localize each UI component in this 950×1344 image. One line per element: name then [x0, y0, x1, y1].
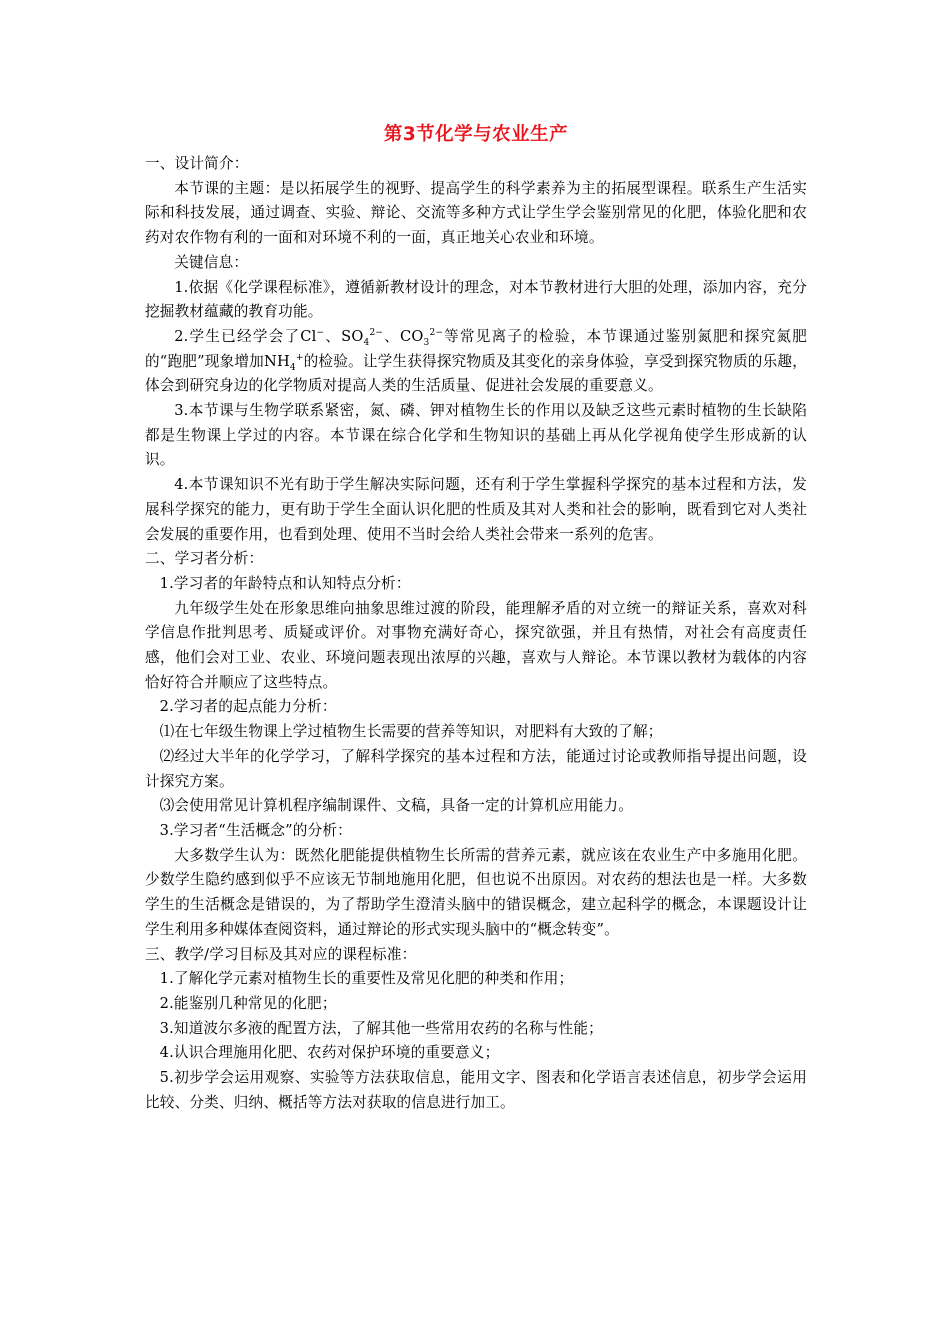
key-info-item-4: 4.本节课知识不光有助于学生解决实际问题，还有利于学生掌握科学探究的基本过程和方法，发展科学探究的能力，更有助于学生全面认识化肥的性质及其对人类和社会的影响，既看到它对人类社会发展的重要作用，也看到处理、使用不当时会给人类社会带来一系列的危害。 — [145, 476, 807, 543]
item2-part-e: 的检验。让学生获得探究物质及其变化的亲身体验，享受到探究物质的乐趣，体会到研究身边的化学物质对提高人类的生活质量、促进社会发展的重要意义。 — [145, 352, 807, 395]
section2-sub3-text: 大多数学生认为：既然化肥能提供植物生长所需的营养元素，就应该在农业生产中多施用化肥。少数学生隐约感到似乎不应该无节制地施用化肥，但也说不出原因。对农药的想法也是一样。大多数学生的生活概念是错误的，为了帮助学生澄清头脑中的错误概念，建立起科学的概念，本课题设计让学生利用多种媒体查阅资料，通过辩论的形式实现头脑中的“概念转变”。 — [145, 846, 807, 938]
carbonate-charge: 2− — [429, 328, 444, 339]
section1-intro: 本节课的主题：是以拓展学生的视野、提高学生的科学素养为主的拓展型课程。联系生产生活实际和科技发展，通过调查、实验、辩论、交流等多种方式让学生学会鉴别常见的化肥，体验化肥和农药对农作物有利的一面和对环境不利的一面，真正地关心农业和环境。 — [145, 179, 807, 247]
section2-heading: 二、学习者分析： — [145, 550, 264, 568]
key-info-item-2 — [145, 325, 807, 399]
key-info-item-1: 1.依据《化学课程标准》，遵循新教材设计的理念，对本节教材进行大胆的处理，添加内容，充分挖掘教材蕴藏的教育功能。 — [145, 278, 807, 321]
key-info-label: 关键信息： — [174, 253, 249, 271]
document-title: 第3节化学与农业生产 — [383, 124, 569, 145]
chloride-charge: − — [316, 328, 325, 339]
sulfate-charge: 2− — [369, 328, 384, 339]
item2-part-c: 、CO — [383, 327, 424, 345]
section3-heading: 三、教学/学习目标及其对应的课程标准： — [145, 945, 417, 963]
goal-item-1: 1.了解化学元素对植物生长的重要性及常见化肥的种类和作用； — [159, 970, 574, 988]
key-info-item-3: 3.本节课与生物学联系紧密，氮、磷、钾对植物生长的作用以及缺乏这些元素时植物的生长缺陷都是生物课上学过的内容。本节课在综合化学和生物知识的基础上再从化学视角使学生形成新的认识。 — [145, 402, 807, 469]
document-page — [145, 122, 807, 1115]
ammonium-charge: + — [295, 352, 304, 363]
section1-heading: 一、设计简介： — [145, 155, 249, 172]
section2-sub2-item-1: ⑴在七年级生物课上学过植物生长需要的营养等知识，对肥料有大致的了解； — [159, 723, 663, 741]
goal-item-2: 2.能鉴别几种常见的化肥； — [159, 994, 337, 1012]
goal-item-3: 3.知道波尔多液的配置方法，了解其他一些常用农药的名称与性能； — [159, 1019, 603, 1037]
item2-part-d: 等常见离子的检验，本节课通过鉴别氮肥和探究氮肥的“跑肥”现象增加NH — [145, 327, 808, 370]
item2-part-b: 、SO — [324, 327, 364, 345]
sulfate-subscript: 4 — [363, 337, 370, 348]
section2-sub2-heading: 2.学习者的起点能力分析： — [159, 698, 337, 716]
section2-sub2-item-3: ⑶会使用常见计算机程序编制课件、文稿，具备一定的计算机应用能力。 — [159, 797, 633, 815]
section2-sub3-heading: 3.学习者“生活概念”的分析： — [159, 821, 352, 839]
item2-part-a: 2.学生已经学会了Cl — [174, 327, 317, 345]
section2-sub2-item-2: ⑵经过大半年的化学学习，了解科学探究的基本过程和方法，能通过讨论或教师指导提出问题，设计探究方案。 — [145, 747, 807, 790]
section2-sub1-heading: 1.学习者的年龄特点和认知特点分析： — [159, 574, 411, 592]
section2-sub1-text: 九年级学生处在形象思维向抽象思维过渡的阶段，能理解矛盾的对立统一的辩证关系，喜欢对科学信息作批判思考、质疑或评价。对事物充满好奇心，探究欲强，并且有热情，对社会有高度责任感，他们会对工业、农业、环境问题表现出浓厚的兴趣，喜欢与人辩论。本节课以教材为载体的内容恰好符合并顺应了这些特点。 — [145, 599, 807, 691]
goal-item-5: 5.初步学会运用观察、实验等方法获取信息，能用文字、图表和化学语言表述信息，初步学会运用比较、分类、归纳、概括等方法对获取的信息进行加工。 — [145, 1069, 807, 1111]
goal-item-4: 4.认识合理施用化肥、农药对保护环境的重要意义； — [159, 1044, 500, 1062]
carbonate-subscript: 3 — [423, 337, 430, 348]
ammonium-subscript: 4 — [289, 362, 296, 373]
